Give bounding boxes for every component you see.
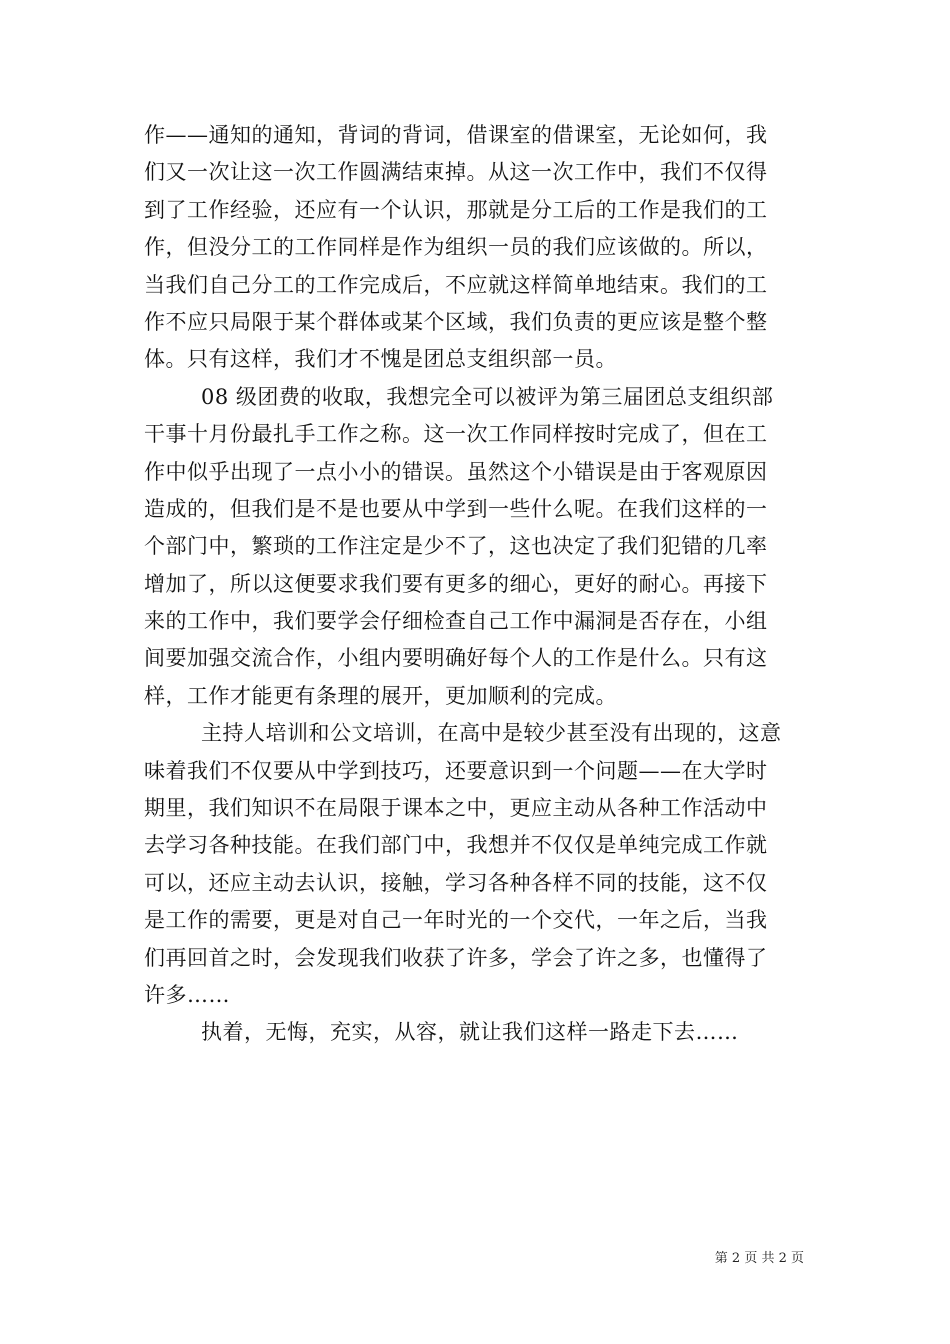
text-line: 作不应只局限于某个群体或某个区域，我们负责的更应该是整个整 — [144, 309, 768, 334]
text-line: 作——通知的通知，背词的背词，借课室的借课室，无论如何，我 — [144, 123, 768, 147]
text-line: 许多…… — [144, 982, 230, 1007]
paragraph-first-line: 执着，无悔，充实，从容，就让我们这样一路走下去…… — [201, 1020, 739, 1045]
text-line: 到了工作经验，还应有一个认识，那就是分工后的工作是我们的工 — [144, 197, 768, 222]
text-line: 体。只有这样，我们才不愧是团总支组织部一员。 — [144, 347, 617, 372]
text-line: 作中似乎出现了一点小小的错误。虽然这个小错误是由于客观原因 — [144, 459, 768, 484]
text-line: 去学习各种技能。在我们部门中，我想并不仅仅是单纯完成工作就 — [144, 833, 768, 858]
text-line: 间要加强交流合作，小组内要明确好每个人的工作是什么。只有这 — [144, 646, 768, 671]
text-line: 们又一次让这一次工作圆满结束掉。从这一次工作中，我们不仅得 — [144, 160, 768, 185]
text-line: 作，但没分工的工作同样是作为组织一员的我们应该做的。所以， — [144, 235, 768, 260]
page-number-footer: 第 2 页 共 2 页 — [714, 1251, 804, 1266]
text-line: 干事十月份最扎手工作之称。这一次工作同样按时完成了，但在工 — [144, 422, 768, 447]
text-line: 是工作的需要，更是对自己一年时光的一个交代，一年之后，当我 — [144, 908, 768, 933]
paragraph-first-line: 08 级团费的收取，我想完全可以被评为第三届团总支组织部 — [201, 384, 774, 409]
text-line: 可以，还应主动去认识，接触，学习各种各样不同的技能，这不仅 — [144, 870, 768, 895]
text-line: 来的工作中，我们要学会仔细检查自己工作中漏洞是否存在，小组 — [144, 609, 768, 634]
text-line: 当我们自己分工的工作完成后，不应就这样简单地结束。我们的工 — [144, 272, 768, 297]
text-line: 期里，我们知识不在局限于课本之中，更应主动从各种工作活动中 — [144, 796, 768, 821]
text-line: 们再回首之时，会发现我们收获了许多，学会了许之多，也懂得了 — [144, 945, 768, 970]
text-line: 味着我们不仅要从中学到技巧，还要意识到一个问题——在大学时 — [144, 758, 768, 783]
text-line: 造成的，但我们是不是也要从中学到一些什么呢。在我们这样的一 — [144, 496, 768, 521]
text-line: 样，工作才能更有条理的展开，更加顺利的完成。 — [144, 683, 617, 708]
paragraph-first-line: 主持人培训和公文培训，在高中是较少甚至没有出现的，这意 — [201, 721, 782, 746]
text-line: 增加了，所以这便要求我们要有更多的细心，更好的耐心。再接下 — [144, 571, 768, 596]
text-line: 个部门中，繁琐的工作注定是少不了，这也决定了我们犯错的几率 — [144, 534, 768, 559]
document-body — [144, 117, 806, 1052]
